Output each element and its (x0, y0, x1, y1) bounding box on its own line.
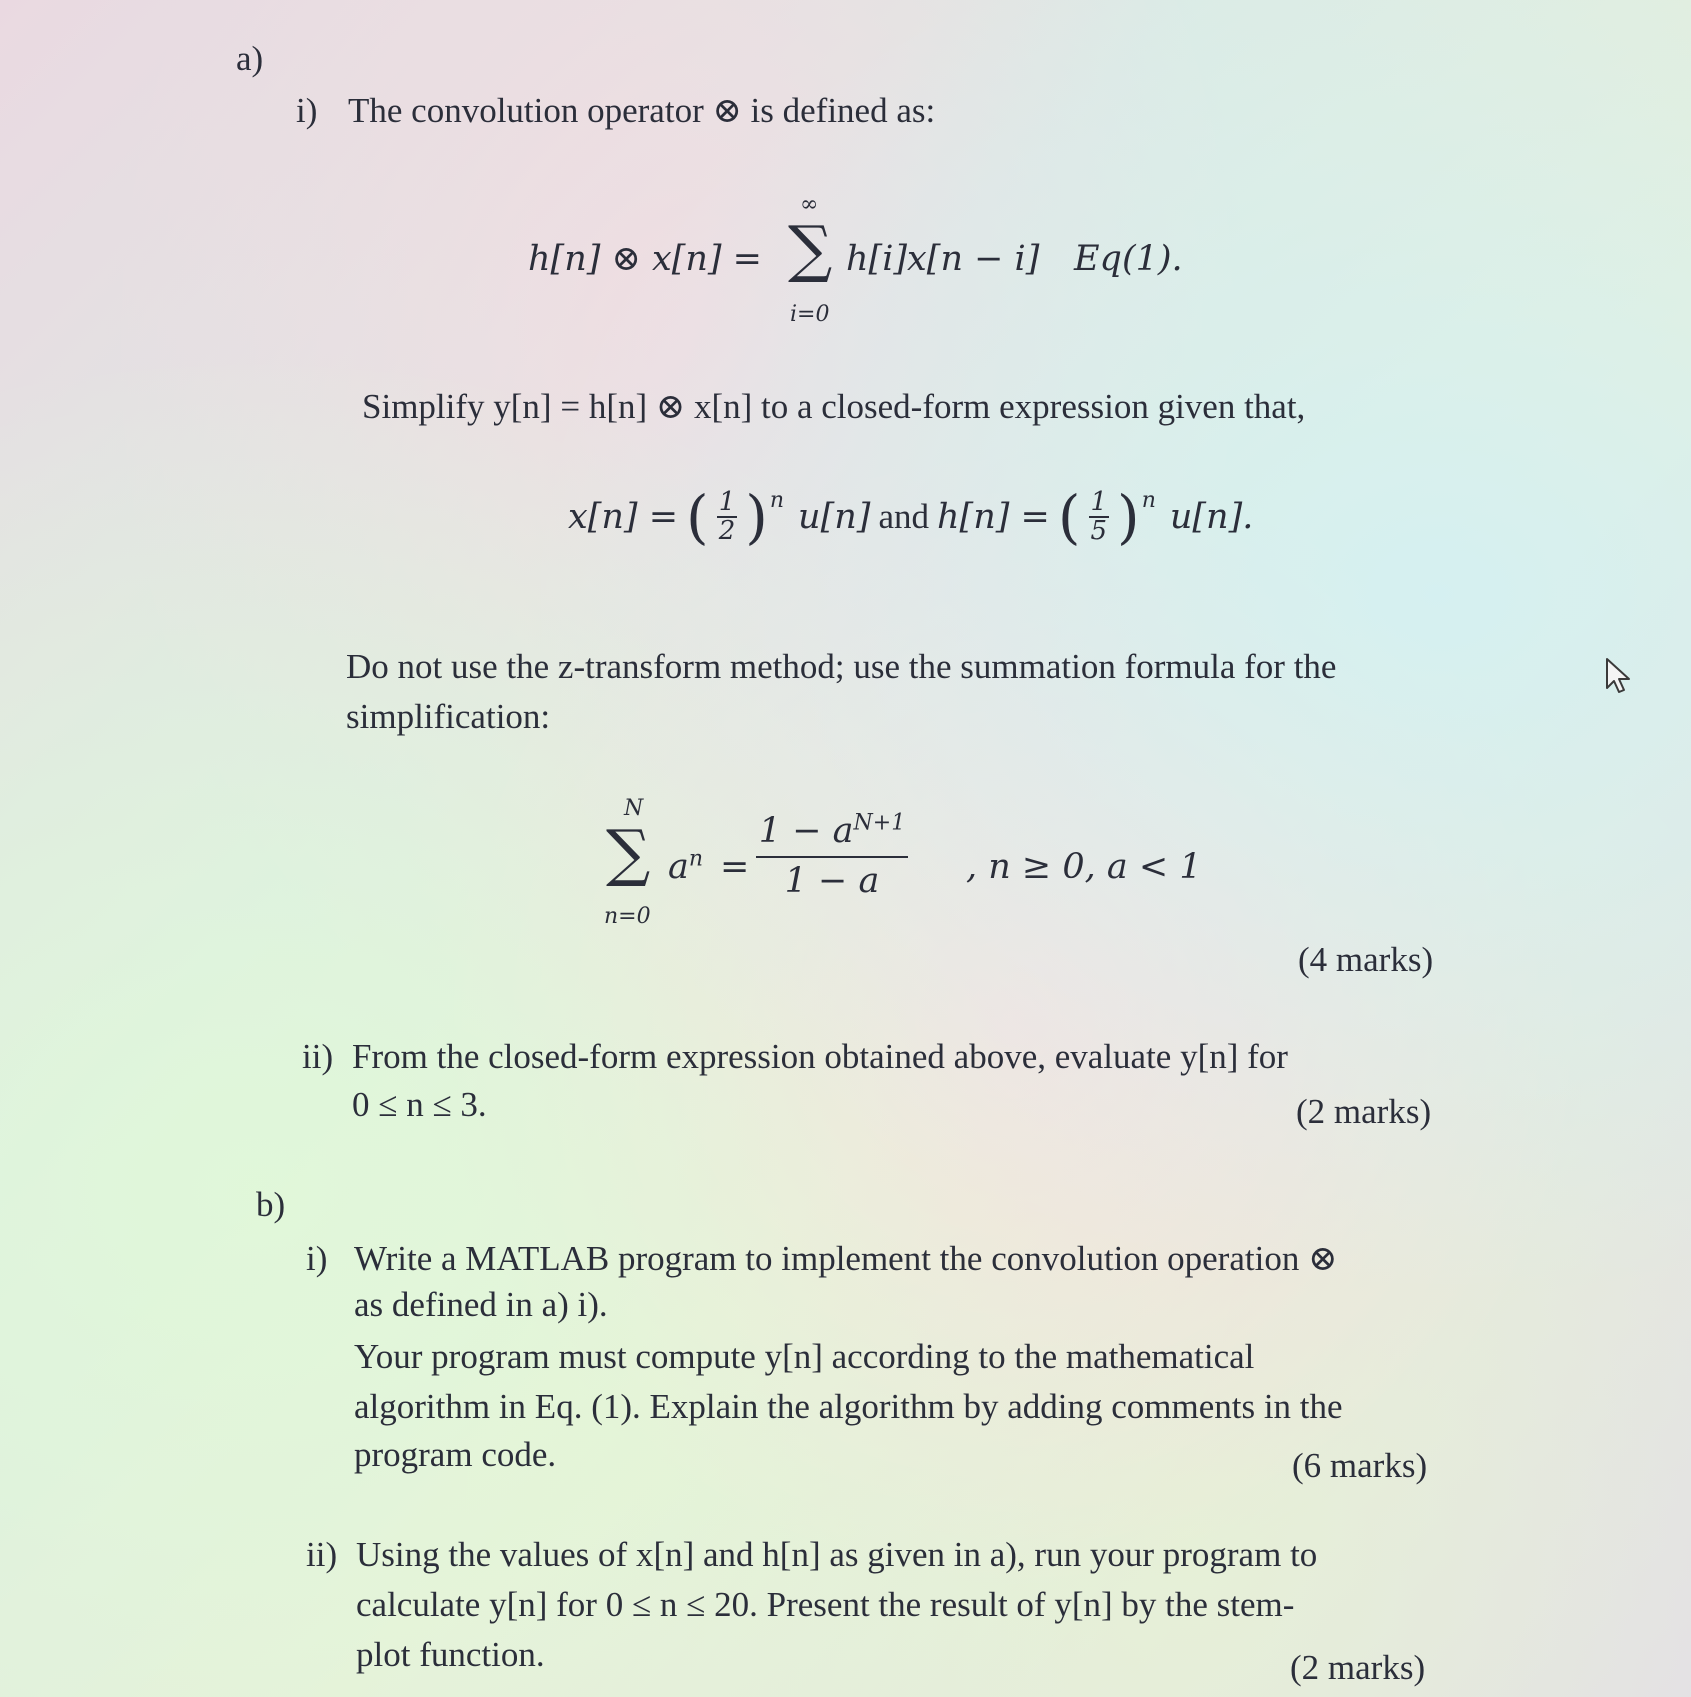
eq1-lhs: h[n] ⊗ x[n] = (528, 239, 763, 279)
formula-sum-lower: n=0 (604, 904, 651, 929)
formula-sum-upper: N (624, 796, 644, 821)
h-numerator: 1 (1090, 486, 1108, 517)
part-b-i-line-3: Your program must compute y[n] according to the mathematical (354, 1337, 1255, 1376)
part-a-ii-marks: (2 marks) (1296, 1092, 1432, 1131)
eq1-sum-upper: ∞ (800, 192, 819, 217)
given-expression (568, 483, 1254, 551)
x-lhs: x[n] = (568, 497, 679, 537)
eq1-sum-lower: i=0 (790, 302, 830, 327)
part-a-ii-line-1: From the closed-form expression obtained above, evaluate y[n] for (352, 1037, 1288, 1076)
formula-denominator: 1 − a (784, 861, 880, 901)
part-b-ii-line-2: calculate y[n] for 0 ≤ n ≤ 20. Present the result of y[n] by the stem- (356, 1585, 1295, 1624)
part-a-ii-label: ii) (302, 1037, 334, 1076)
h-tail: u[n]. (1169, 497, 1254, 537)
part-b-ii-label: ii) (306, 1535, 338, 1574)
x-fraction (717, 486, 738, 546)
mouse-pointer-icon (1604, 656, 1634, 696)
formula-term (668, 846, 703, 888)
x-numerator: 1 (718, 486, 736, 517)
h-denominator: 5 (1090, 516, 1108, 546)
h-exponent: n (1141, 488, 1156, 513)
part-a-ii-line-2: 0 ≤ n ≤ 3. (352, 1085, 487, 1124)
right-paren-icon: ) (1117, 483, 1140, 551)
part-b-ii-line-1: Using the values of x[n] and h[n] as given in a), run your program to (356, 1535, 1318, 1574)
formula-term-base: a (668, 847, 689, 887)
left-paren-icon: ( (1057, 483, 1081, 551)
x-denominator: 2 (718, 516, 736, 546)
x-exponent: n (769, 488, 785, 513)
part-a-label: a) (236, 39, 264, 78)
part-a-i-intro: The convolution operator ⊗ is defined as: (348, 91, 936, 130)
eq1-body: h[i]x[n − i] (846, 239, 1040, 279)
formula-fraction (756, 810, 908, 902)
part-b-ii-marks: (2 marks) (1290, 1648, 1426, 1687)
h-fraction (1089, 486, 1110, 546)
eq1-tag: Eq(1). (1074, 239, 1183, 279)
instruction-line-2: simplification: (346, 697, 551, 736)
part-b-i-line-5: program code. (354, 1435, 557, 1474)
part-b-ii-line-3: plot function. (356, 1635, 545, 1674)
x-tail: u[n] (798, 497, 871, 537)
left-paren-icon: ( (686, 483, 709, 551)
part-b-i-line-1: Write a MATLAB program to implement the convolution operation ⊗ (354, 1239, 1338, 1278)
simplify-text: Simplify y[n] = h[n] ⊗ x[n] to a closed-form expression given that, (362, 387, 1306, 426)
formula-sigma: ∑ (606, 816, 651, 889)
formula-numerator (756, 810, 908, 858)
formula-term-exp: n (688, 846, 704, 872)
part-a-i-label: i) (296, 91, 318, 130)
instruction-line-1: Do not use the z-transform method; use the summation formula for the (346, 647, 1337, 686)
right-paren-icon: ) (745, 483, 768, 551)
part-b-label: b) (256, 1185, 286, 1224)
and-word: and (878, 497, 929, 536)
formula-numerator-base: 1 − a (758, 811, 854, 851)
formula-numerator-exp: N+1 (853, 810, 906, 836)
part-b-i-marks: (6 marks) (1292, 1446, 1428, 1485)
formula-condition: , n ≥ 0, a < 1 (966, 847, 1202, 887)
part-a-i-marks: (4 marks) (1298, 940, 1434, 979)
part-b-i-label: i) (306, 1239, 328, 1278)
formula-equals: = (720, 847, 750, 887)
h-lhs: h[n] = (937, 497, 1050, 537)
eq1-sigma: ∑ (788, 212, 833, 285)
part-b-i-line-2: as defined in a) i). (354, 1285, 608, 1324)
part-b-i-line-4: algorithm in Eq. (1). Explain the algorithm by adding comments in the (354, 1387, 1343, 1426)
